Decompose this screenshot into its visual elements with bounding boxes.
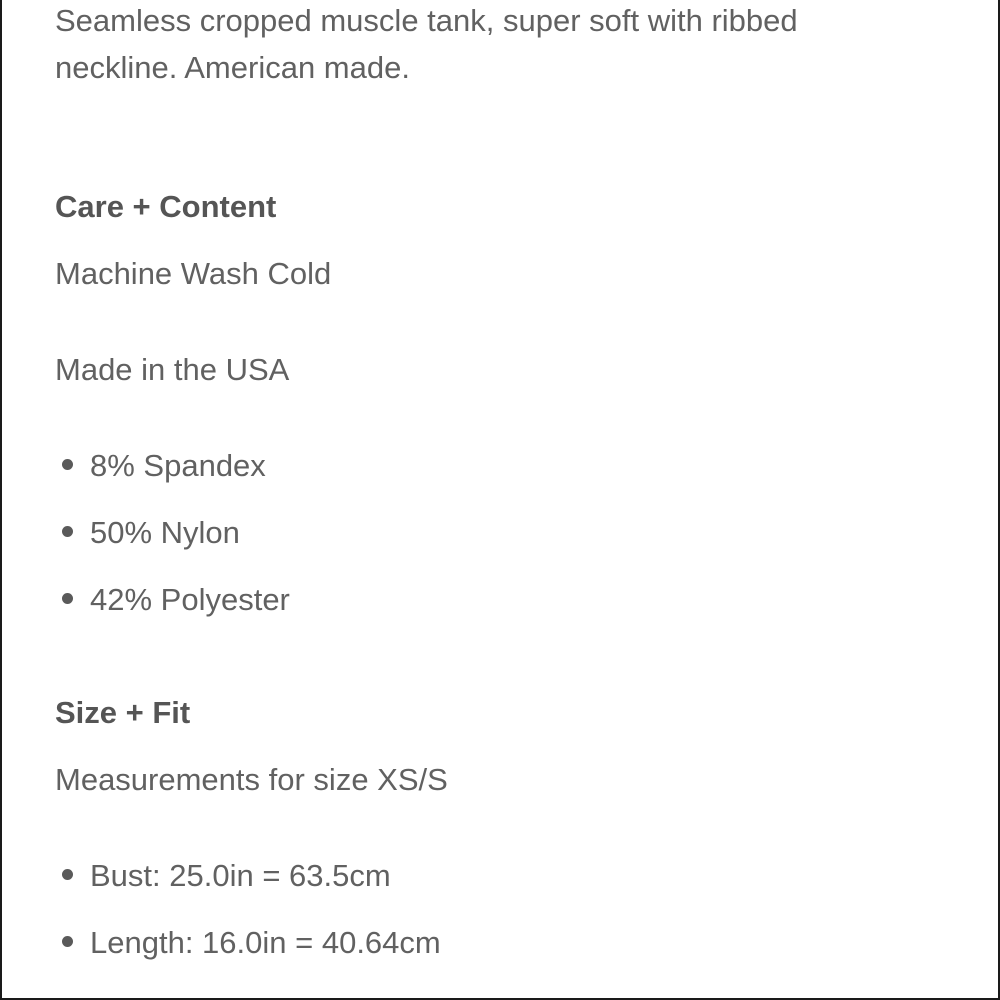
list-item (55, 923, 441, 963)
bullet-icon (62, 936, 73, 947)
material-polyester: 42% Polyester (90, 582, 290, 617)
description-line-1: Seamless cropped muscle tank, super soft with ribbed (55, 3, 798, 38)
list-item (55, 580, 290, 620)
material-nylon: 50% Nylon (90, 515, 240, 550)
measurement-length: Length: 16.0in = 40.64cm (90, 925, 441, 960)
list-item (55, 856, 391, 896)
material-spandex: 8% Spandex (90, 448, 266, 483)
bullet-icon (62, 593, 73, 604)
description-line-2: neckline. American made. (55, 50, 410, 85)
bullet-icon (62, 526, 73, 537)
origin-text: Made in the USA (55, 352, 290, 387)
size-fit-heading: Size + Fit (55, 695, 191, 730)
care-content-heading: Care + Content (55, 189, 277, 224)
bullet-icon (62, 869, 73, 880)
measurement-bust: Bust: 25.0in = 63.5cm (90, 858, 391, 893)
wash-instruction: Machine Wash Cold (55, 256, 332, 291)
product-description (55, 0, 955, 91)
measurements-note: Measurements for size XS/S (55, 762, 448, 797)
list-item (55, 513, 240, 553)
list-item (55, 446, 266, 486)
bullet-icon (62, 459, 73, 470)
